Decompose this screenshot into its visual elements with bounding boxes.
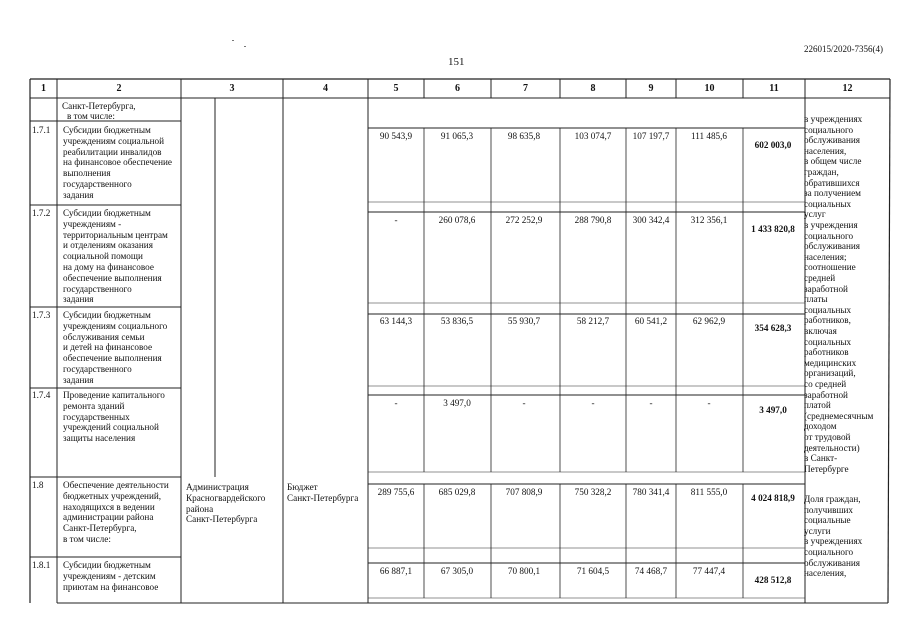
- value-cell-year-7: 98 635,8: [507, 131, 541, 141]
- row-name-line: задания: [63, 374, 94, 385]
- row-name-line: на финансовое обеспечение: [63, 157, 173, 168]
- indicator-line: населения;: [804, 251, 847, 262]
- row-name-line: и детей на финансовое: [63, 342, 153, 353]
- header-cell-4: 4: [323, 83, 328, 94]
- total-cell: 354 628,3: [754, 323, 792, 333]
- value-cell-year-7: 272 252,9: [505, 215, 543, 225]
- row-name-line: бюджетных учреждений,: [63, 490, 162, 501]
- indicator-line: за получением: [804, 188, 861, 199]
- value-cell-year-10: 312 356,1: [690, 215, 728, 225]
- executor-line: Санкт-Петербурга: [186, 514, 258, 525]
- intro-text-line: в том числе:: [67, 111, 115, 121]
- value-cell-year-5: 66 887,1: [379, 566, 413, 576]
- row-name-line: учреждениям социальной: [63, 135, 165, 146]
- value-cell-year-10: 111 485,6: [690, 131, 728, 141]
- indicator-line: услуги: [804, 525, 831, 536]
- row-name-line: Субсидии бюджетным: [63, 310, 151, 320]
- header-cell-9: 9: [648, 83, 654, 94]
- row-name-line: и отделениям оказания: [63, 240, 153, 251]
- total-cell: 3 497,0: [759, 405, 787, 415]
- header-cell-8: 8: [590, 83, 596, 94]
- header-cell-2: 2: [116, 83, 122, 94]
- row-number: 1.8.1: [32, 560, 51, 570]
- row-name-line: территориальным центрам: [63, 229, 168, 240]
- value-cell-year-6: 260 078,6: [438, 215, 476, 225]
- total-cell: 4 024 818,9: [751, 493, 795, 503]
- indicator-line: в учреждениях: [804, 114, 863, 124]
- value-cell-year-7: -: [522, 398, 526, 408]
- indicator-line: Петербурге: [804, 463, 849, 474]
- value-cell-year-9: 107 197,7: [632, 131, 670, 141]
- header-cell-11: 11: [769, 83, 779, 94]
- executor-line: района: [186, 503, 214, 514]
- value-cell-year-9: 300 342,4: [632, 215, 670, 225]
- row-name-line: Субсидии бюджетным: [63, 208, 151, 218]
- row-name-line: государственного: [63, 283, 132, 294]
- source-line: Бюджет: [287, 482, 318, 492]
- value-cell-year-9: 780 341,4: [632, 487, 670, 497]
- indicator-line: социального: [804, 547, 854, 557]
- row-name-line: приютам на финансовое: [63, 581, 159, 592]
- scan-speck: [244, 46, 246, 47]
- header-cell-1: 1: [41, 83, 46, 94]
- row-name-line: Субсидии бюджетным: [63, 125, 151, 135]
- indicator-line: работников,: [804, 315, 851, 326]
- value-cell-year-6: 67 305,0: [440, 566, 474, 576]
- row-name-line: учреждений социальной: [63, 422, 159, 433]
- indicator-line: обслуживания: [804, 241, 861, 252]
- total-cell: 428 512,8: [754, 575, 792, 585]
- header-cell-12: 12: [842, 83, 853, 94]
- row-name-line: обеспечение выполнения: [63, 272, 162, 283]
- row-number: 1.7.1: [32, 125, 51, 135]
- indicator-line: работников: [804, 347, 849, 358]
- row-name-line: социальной помощи: [63, 251, 143, 262]
- source-line: Санкт-Петербурга: [287, 492, 359, 503]
- indicator-line: соотношение: [804, 262, 856, 273]
- value-cell-year-5: 63 144,3: [379, 316, 413, 326]
- value-cell-year-8: 58 212,7: [576, 316, 610, 326]
- row-name-line: задания: [63, 294, 94, 305]
- executor-line: Красногвардейского: [186, 492, 266, 503]
- indicator-line: платы: [804, 294, 828, 305]
- indicator-line: обслуживания: [804, 557, 861, 568]
- row-name-line: государственного: [63, 364, 132, 374]
- indicator-line: социальных: [804, 304, 852, 315]
- value-cell-year-9: -: [649, 398, 653, 408]
- row-name-line: обеспечение выполнения: [63, 353, 162, 364]
- indicator-line: социального: [804, 230, 854, 241]
- value-cell-year-7: 707 808,9: [505, 487, 543, 497]
- indicator-line: обратившихся: [804, 177, 860, 188]
- row-name-line: учреждениям -: [63, 218, 122, 229]
- indicator-line: населения,: [804, 568, 847, 579]
- value-cell-year-7: 70 800,1: [507, 566, 541, 576]
- row-number: 1.7.3: [32, 310, 51, 320]
- header-cell-5: 5: [393, 83, 399, 94]
- row-name-line: учреждениям социального: [63, 320, 168, 331]
- indicator-line: услуг: [804, 209, 826, 220]
- indicator-line: обслуживания: [804, 135, 861, 146]
- indicator-line: в учреждения: [804, 220, 858, 230]
- row-name-line: защиты населения: [63, 433, 136, 444]
- intro-text-line: Санкт-Петербурга,: [62, 101, 136, 111]
- row-name-line: Обеспечение деятельности: [63, 480, 169, 490]
- row-name-line: выполнения: [63, 168, 111, 179]
- row-name-line: обслуживания семьи: [63, 331, 145, 342]
- indicator-line: заработной: [804, 389, 848, 400]
- scan-speck: [232, 40, 234, 41]
- row-name-line: в том числе:: [63, 534, 111, 544]
- indicator-line: в учреждениях: [804, 536, 863, 547]
- indicator-line: со средней: [804, 379, 847, 389]
- value-cell-year-10: 77 447,4: [692, 566, 726, 576]
- row-number: 1.8: [32, 480, 44, 490]
- document-code: 226015/2020-7356(4): [804, 44, 883, 54]
- row-name-line: учреждениям - детским: [63, 570, 156, 581]
- row-name-line: Санкт-Петербурга,: [63, 523, 137, 534]
- row-number: 1.7.4: [32, 390, 51, 400]
- indicator-line: заработной: [804, 283, 848, 294]
- indicator-line: социальных: [804, 336, 852, 347]
- row-name-line: реабилитации инвалидов: [63, 146, 162, 157]
- indicator-line: включая: [804, 326, 837, 336]
- value-cell-year-5: -: [394, 215, 398, 225]
- value-cell-year-6: 53 836,5: [440, 316, 474, 326]
- value-cell-year-10: 811 555,0: [690, 487, 728, 497]
- value-cell-year-9: 60 541,2: [634, 316, 668, 326]
- indicator-line: средней: [804, 273, 836, 283]
- total-cell: 1 433 820,8: [751, 224, 795, 234]
- indicator-line: медицинских: [804, 357, 857, 368]
- grid-line: [888, 79, 890, 603]
- indicator-line: в общем числе: [804, 156, 862, 167]
- indicator-line: социальные: [804, 515, 851, 526]
- row-number: 1.7.2: [32, 208, 51, 218]
- row-name-line: администрации района: [63, 512, 154, 523]
- header-cell-3: 3: [229, 83, 235, 94]
- header-cell-7: 7: [523, 83, 528, 94]
- indicator-line: населения,: [804, 145, 847, 156]
- indicator-line: организаций,: [804, 368, 856, 379]
- indicator-line: платой: [804, 400, 831, 411]
- row-name-line: Проведение капитального: [63, 390, 165, 400]
- indicator-line: получивших: [804, 504, 854, 515]
- value-cell-year-9: 74 468,7: [634, 566, 668, 576]
- value-cell-year-6: 685 029,8: [438, 487, 476, 497]
- value-cell-year-8: -: [591, 398, 595, 408]
- value-cell-year-5: 289 755,6: [377, 487, 415, 497]
- total-cell: 602 003,0: [754, 140, 792, 150]
- row-name-line: находящихся в ведении: [63, 501, 155, 512]
- value-cell-year-8: 288 790,8: [574, 215, 612, 225]
- value-cell-year-6: 3 497,0: [443, 398, 471, 408]
- indicator-line: Доля граждан,: [804, 494, 861, 504]
- value-cell-year-7: 55 930,7: [507, 316, 541, 326]
- row-name-line: ремонта зданий: [63, 400, 125, 411]
- indicator-line: в Санкт-: [804, 453, 838, 464]
- row-name-line: задания: [63, 189, 94, 200]
- indicator-line: социального: [804, 124, 854, 135]
- value-cell-year-5: 90 543,9: [379, 131, 413, 141]
- header-cell-10: 10: [704, 83, 715, 94]
- header-cell-6: 6: [455, 83, 460, 94]
- indicator-line: (среднемесячным: [804, 410, 874, 421]
- indicator-line: граждан,: [804, 167, 839, 177]
- page-number: 151: [448, 56, 465, 68]
- value-cell-year-8: 750 328,2: [574, 487, 612, 497]
- row-name-line: государственных: [63, 411, 130, 422]
- indicator-line: доходом: [804, 421, 837, 432]
- value-cell-year-10: -: [707, 398, 711, 408]
- indicator-line: деятельности): [804, 442, 860, 453]
- executor-line: Администрация: [186, 482, 249, 492]
- value-cell-year-10: 62 962,9: [692, 316, 726, 326]
- value-cell-year-8: 103 074,7: [574, 131, 612, 141]
- row-name-line: государственного: [63, 179, 132, 189]
- indicator-line: от трудовой: [804, 432, 851, 442]
- value-cell-year-8: 71 604,5: [576, 566, 610, 576]
- value-cell-year-6: 91 065,3: [440, 131, 474, 141]
- value-cell-year-5: -: [394, 398, 398, 408]
- row-name-line: Субсидии бюджетным: [63, 560, 151, 570]
- indicator-line: социальных: [804, 198, 852, 209]
- row-name-line: на дому на финансовое: [63, 262, 154, 272]
